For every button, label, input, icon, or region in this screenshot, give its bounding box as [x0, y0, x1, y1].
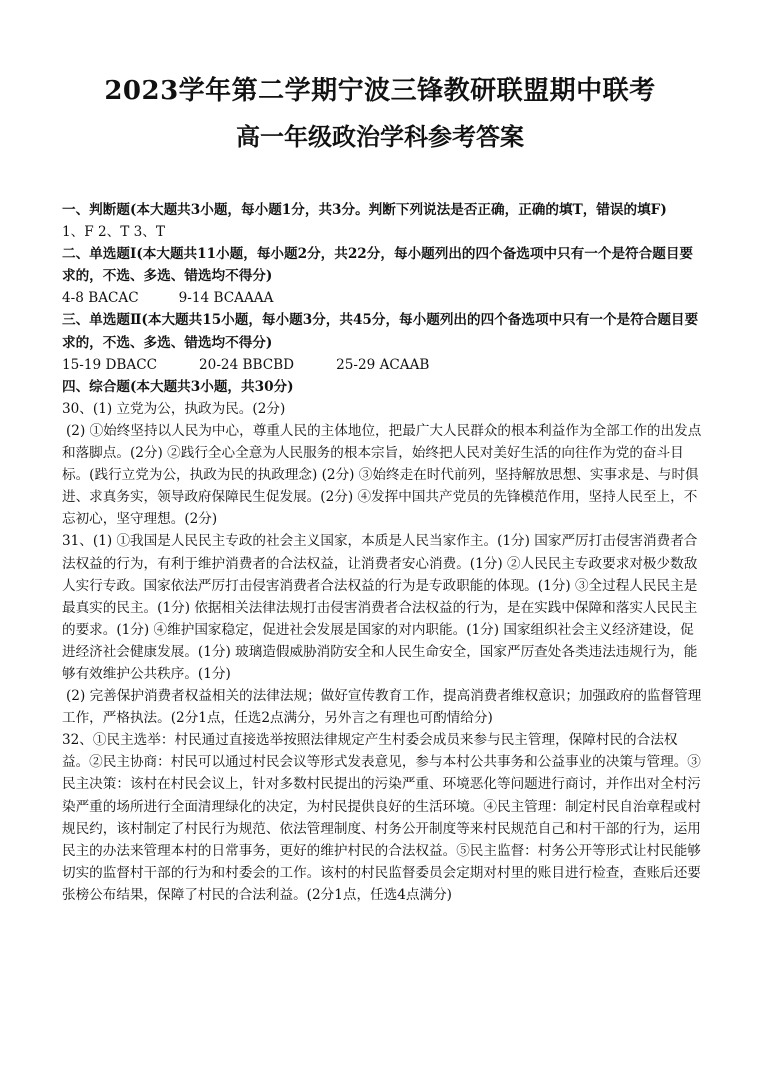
section-2-answer-group-a: 4-8 BACAC: [62, 290, 139, 307]
section-2-heading: 二、单选题Ⅰ(本大题共11小题，每小题2分，共22分，每小题列出的四个备选项中只有一个是符合题目要求的，不选、多选、错选均不得分): [62, 246, 694, 285]
section-1-heading: 一、判断题(本大题共3小题，每小题1分，共3分。判断下列说法是否正确，正确的填T，错误的填F): [62, 202, 667, 218]
q30-part-1: 30、(1) 立党为公，执政为民。(2分): [62, 400, 286, 417]
q30-part-2: (2) ①始终坚持以人民为中心，尊重人民的主体地位，把最广大人民群众的根本利益作为全部工作的出发点和落脚点。(2分) ②践行全心全意为人民服务的根本宗旨，始终把人民对美好生活的向往作为党的奋斗目标。(践行立党为公，执政为民的执政理念) (2分) ③始终走在时代前列，坚持解放思想、实事求是、与时俱进、求真务实，领导政府保障民生促发展。(2分) ④发挥中国共产党员的先锋模范作用，坚持人民至上，不忘初心，坚守理想。(2分): [62, 422, 702, 528]
section-3-answer-group-b: 20-24 BBCBD: [199, 356, 295, 373]
section-3-answer-group-c: 25-29 ACAAB: [336, 356, 430, 373]
document-subtitle: 高一年级政治学科参考答案: [236, 122, 524, 151]
section-4-heading: 四、综合题(本大题共3小题，共30分): [62, 378, 294, 395]
section-3-answers: [62, 354, 702, 376]
section-1-answers: 1、F 2、T 3、T: [62, 224, 165, 241]
section-2-answer-group-b: 9-14 BCAAAA: [178, 290, 274, 307]
document-title: 2023学年第二学期宁波三锋教研联盟期中联考: [104, 76, 656, 106]
document-body: [62, 199, 702, 906]
q31-part-1: 31、(1) ①我国是人民民主专政的社会主义国家，本质是人民当家作主。(1分) 国家严厉打击侵害消费者合法权益的行为，有利于维护消费者的合法权益，让消费者安心消费。(1分) ②人民民主专政要求对极少数敌人实行专政。国家依法严厉打击侵害消费者合法权益的行为是专政职能的体现。(1分) ③全过程人民民主是最真实的民主。(1分) 依据相关法律法规打击侵害消费者合法权益的行为，是在实践中保障和落实人民民主的要求。(1分) ④维护国家稳定，促进社会发展是国家的对内职能。(1分) 国家组织社会主义经济建设，促进经济社会健康发展。(1分) 玻璃造假威胁消防安全和人民生命安全，国家严厉查处各类违法违规行为，能够有效维护公共秩序。(1分): [62, 533, 698, 682]
section-3-heading: 三、单选题Ⅱ(本大题共15小题，每小题3分，共45分，每小题列出的四个备选项中只有一个是符合题目要求的，不选、多选、错选均不得分): [62, 312, 699, 351]
q32-answer: 32、①民主选举：村民通过直接选举按照法律规定产生村委会成员来参与民主管理，保障村民的合法权益。②民主协商：村民可以通过村民会议等形式发表意见，参与本村公共事务和公益事业的决策与管理。③民主决策：该村在村民会议上，针对多数村民提出的污染严重、环境恶化等问题进行商讨，并作出对全村污染严重的场所进行全面清理绿化的决定，为村民提供良好的生活环境。④民主管理：制定村民自治章程或村规民约，该村制定了村民行为规范、依法管理制度、村务公开制度等来村民规范自己和村干部的行为，运用民主的办法来管理本村的日常事务，更好的维护村民的合法权益。⑤民主监督：村务公开等形式让村民能够切实的监督村干部的行为和村委会的工作。该村的村民监督委员会定期对村里的账目进行检查，查账后还要张榜公布结果，保障了村民的合法利益。(2分1点，任选4点满分): [62, 732, 701, 903]
section-3-answer-group-a: 15-19 DBACC: [62, 356, 158, 373]
section-2-answers: [62, 287, 702, 309]
q31-part-2: (2) 完善保护消费者权益相关的法律法规；做好宣传教育工作，提高消费者维权意识；加强政府的监督管理工作，严格执法。(2分1点，任选2点满分，另外言之有理也可酌情给分): [62, 688, 702, 727]
